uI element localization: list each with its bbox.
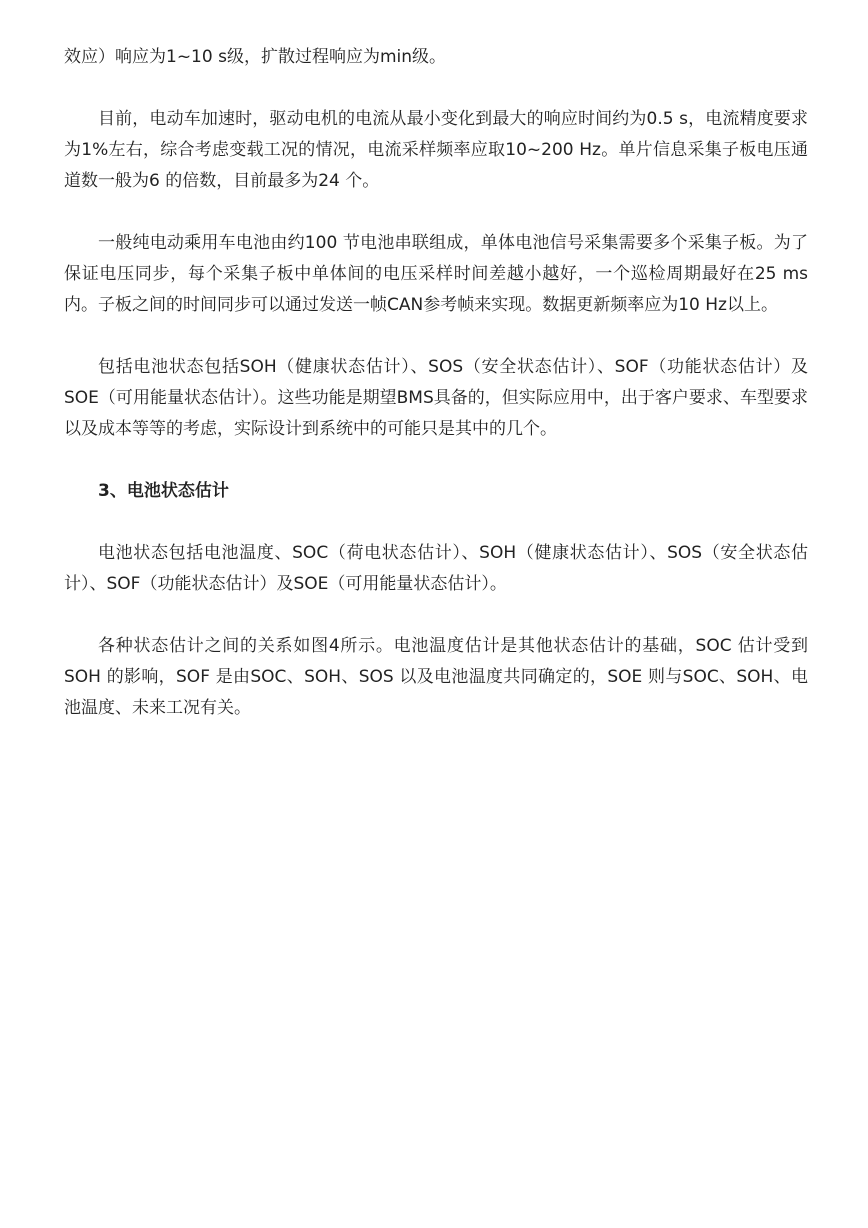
paragraph-state-list: 电池状态包括电池温度、SOC（荷电状态估计）、SOH（健康状态估计）、SOS（安全状态估计）、SOF（功能状态估计）及SOE（可用能量状态估计）。 [64,543,808,594]
paragraph-gap [64,507,808,538]
paragraph-gap [64,321,808,352]
document-page [64,42,808,724]
paragraph-gap [64,73,808,104]
paragraph-current-sampling: 目前，电动车加速时，驱动电机的电流从最小变化到最大的响应时间约为0.5 s，电流精度要求为1%左右，综合考虑变载工况的情况，电流采样频率应取10~200 Hz。单片信息采集子板电压通道数一般为6 的倍数，目前最多为24 个。 [64,109,808,191]
paragraph-voltage-sync: 一般纯电动乘用车电池由约100 节电池串联组成，单体电池信号采集需要多个采集子板。为了保证电压同步，每个采集子板中单体间的电压采样时间差越小越好，一个巡检周期最好在25 ms内。子板之间的时间同步可以通过发送一帧CAN参考帧来实现。数据更新频率应为10 Hz以上。 [64,233,808,315]
paragraph-state-relations: 各种状态估计之间的关系如图4所示。电池温度估计是其他状态估计的基础，SOC 估计受到SOH 的影响，SOF 是由SOC、SOH、SOS 以及电池温度共同确定的，SOE 则与SOC、SOH、电池温度、未来工况有关。 [64,636,808,718]
paragraph-continuation: 效应）响应为1~10 s级，扩散过程响应为min级。 [64,47,447,67]
paragraph-gap [64,600,808,631]
paragraph-gap [64,197,808,228]
section-heading: 3、电池状态估计 [98,481,229,501]
paragraph-gap [64,445,808,476]
paragraph-battery-states: 包括电池状态包括SOH（健康状态估计）、SOS（安全状态估计）、SOF（功能状态估计）及SOE（可用能量状态估计）。这些功能是期望BMS具备的，但实际应用中，出于客户要求、车型要求以及成本等等的考虑，实际设计到系统中的可能只是其中的几个。 [64,357,808,439]
